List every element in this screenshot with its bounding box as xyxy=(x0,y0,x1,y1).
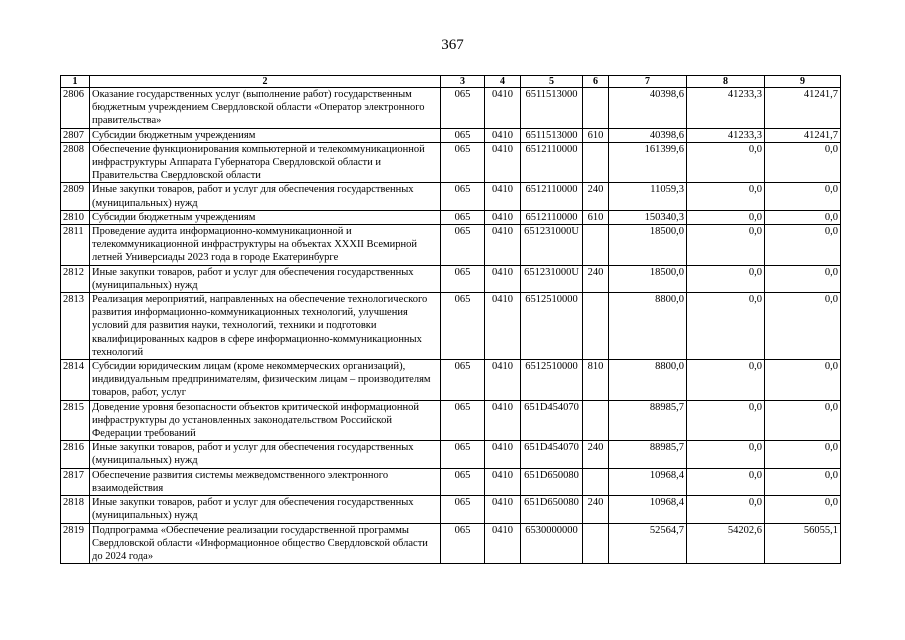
amount-year3-cell: 0,0 xyxy=(765,293,841,360)
description-cell: Иные закупки товаров, работ и услуг для обеспечения государственных (муниципальных) нужд xyxy=(90,496,441,523)
budget-table xyxy=(60,75,841,564)
amount-year3-cell: 41241,7 xyxy=(765,88,841,129)
admin-code-cell: 065 xyxy=(441,293,485,360)
admin-code-cell: 065 xyxy=(441,128,485,142)
expense-type-cell xyxy=(583,142,609,183)
table-row xyxy=(61,265,841,292)
column-header-4: 4 xyxy=(485,76,521,88)
column-header-1: 1 xyxy=(61,76,90,88)
table-row xyxy=(61,441,841,468)
amount-year1-cell: 11059,3 xyxy=(609,183,687,210)
column-header-5: 5 xyxy=(521,76,583,88)
target-code-cell: 6512510000 xyxy=(521,360,583,401)
description-cell: Субсидии бюджетным учреждениям xyxy=(90,210,441,224)
description-cell: Субсидии бюджетным учреждениям xyxy=(90,128,441,142)
admin-code-cell: 065 xyxy=(441,468,485,495)
target-code-cell: 651231000U xyxy=(521,225,583,266)
row-number-cell: 2807 xyxy=(61,128,90,142)
expense-type-cell: 610 xyxy=(583,210,609,224)
amount-year3-cell: 0,0 xyxy=(765,360,841,401)
amount-year2-cell: 0,0 xyxy=(687,400,765,441)
target-code-cell: 651D650080 xyxy=(521,496,583,523)
amount-year1-cell: 8800,0 xyxy=(609,360,687,401)
section-code-cell: 0410 xyxy=(485,88,521,129)
target-code-cell: 6511513000 xyxy=(521,128,583,142)
row-number-cell: 2815 xyxy=(61,400,90,441)
amount-year3-cell: 56055,1 xyxy=(765,523,841,564)
target-code-cell: 6512110000 xyxy=(521,142,583,183)
expense-type-cell xyxy=(583,88,609,129)
admin-code-cell: 065 xyxy=(441,523,485,564)
amount-year2-cell: 0,0 xyxy=(687,293,765,360)
table-body xyxy=(61,88,841,564)
section-code-cell: 0410 xyxy=(485,360,521,401)
table-row xyxy=(61,360,841,401)
row-number-cell: 2808 xyxy=(61,142,90,183)
admin-code-cell: 065 xyxy=(441,142,485,183)
section-code-cell: 0410 xyxy=(485,210,521,224)
target-code-cell: 6512110000 xyxy=(521,183,583,210)
header-row xyxy=(61,76,841,88)
description-cell: Обеспечение развития системы межведомственного электронного взаимодействия xyxy=(90,468,441,495)
expense-type-cell: 240 xyxy=(583,496,609,523)
section-code-cell: 0410 xyxy=(485,183,521,210)
amount-year2-cell: 41233,3 xyxy=(687,128,765,142)
amount-year3-cell: 41241,7 xyxy=(765,128,841,142)
amount-year3-cell: 0,0 xyxy=(765,183,841,210)
amount-year2-cell: 41233,3 xyxy=(687,88,765,129)
amount-year1-cell: 40398,6 xyxy=(609,128,687,142)
row-number-cell: 2817 xyxy=(61,468,90,495)
table-row xyxy=(61,88,841,129)
expense-type-cell xyxy=(583,225,609,266)
table-row xyxy=(61,468,841,495)
amount-year1-cell: 150340,3 xyxy=(609,210,687,224)
description-cell: Реализация мероприятий, направленных на обеспечение технологического развития информационно-коммуникационных технологий, улучшения условий для развития науки, технологий, техники и подготовки квалифицированных кадров в сфере информационно-коммуникационных технологий xyxy=(90,293,441,360)
expense-type-cell: 610 xyxy=(583,128,609,142)
admin-code-cell: 065 xyxy=(441,225,485,266)
column-header-6: 6 xyxy=(583,76,609,88)
target-code-cell: 651231000U xyxy=(521,265,583,292)
admin-code-cell: 065 xyxy=(441,183,485,210)
amount-year3-cell: 0,0 xyxy=(765,496,841,523)
expense-type-cell: 240 xyxy=(583,183,609,210)
description-cell: Иные закупки товаров, работ и услуг для обеспечения государственных (муниципальных) нужд xyxy=(90,183,441,210)
admin-code-cell: 065 xyxy=(441,88,485,129)
row-number-cell: 2813 xyxy=(61,293,90,360)
row-number-cell: 2818 xyxy=(61,496,90,523)
description-cell: Оказание государственных услуг (выполнение работ) государственным бюджетным учреждением Свердловской области «Оператор электронного правительства» xyxy=(90,88,441,129)
row-number-cell: 2810 xyxy=(61,210,90,224)
amount-year2-cell: 0,0 xyxy=(687,142,765,183)
admin-code-cell: 065 xyxy=(441,496,485,523)
target-code-cell: 6512510000 xyxy=(521,293,583,360)
amount-year1-cell: 8800,0 xyxy=(609,293,687,360)
column-header-8: 8 xyxy=(687,76,765,88)
table-row xyxy=(61,210,841,224)
expense-type-cell: 240 xyxy=(583,265,609,292)
expense-type-cell xyxy=(583,293,609,360)
row-number-cell: 2811 xyxy=(61,225,90,266)
amount-year1-cell: 88985,7 xyxy=(609,441,687,468)
amount-year3-cell: 0,0 xyxy=(765,225,841,266)
amount-year1-cell: 52564,7 xyxy=(609,523,687,564)
row-number-cell: 2812 xyxy=(61,265,90,292)
amount-year1-cell: 161399,6 xyxy=(609,142,687,183)
amount-year2-cell: 0,0 xyxy=(687,210,765,224)
row-number-cell: 2819 xyxy=(61,523,90,564)
target-code-cell: 651D454070 xyxy=(521,441,583,468)
amount-year2-cell: 0,0 xyxy=(687,441,765,468)
target-code-cell: 6530000000 xyxy=(521,523,583,564)
expense-type-cell xyxy=(583,400,609,441)
amount-year3-cell: 0,0 xyxy=(765,265,841,292)
section-code-cell: 0410 xyxy=(485,400,521,441)
row-number-cell: 2814 xyxy=(61,360,90,401)
admin-code-cell: 065 xyxy=(441,441,485,468)
section-code-cell: 0410 xyxy=(485,293,521,360)
target-code-cell: 6511513000 xyxy=(521,88,583,129)
page-number: 367 xyxy=(441,37,464,53)
table-row xyxy=(61,225,841,266)
section-code-cell: 0410 xyxy=(485,496,521,523)
admin-code-cell: 065 xyxy=(441,265,485,292)
amount-year2-cell: 0,0 xyxy=(687,496,765,523)
expense-type-cell: 240 xyxy=(583,441,609,468)
amount-year3-cell: 0,0 xyxy=(765,468,841,495)
row-number-cell: 2806 xyxy=(61,88,90,129)
amount-year1-cell: 18500,0 xyxy=(609,265,687,292)
amount-year3-cell: 0,0 xyxy=(765,210,841,224)
column-header-9: 9 xyxy=(765,76,841,88)
description-cell: Доведение уровня безопасности объектов критической информационной инфраструктуры до установленных законодательством Российской Федерации требований xyxy=(90,400,441,441)
amount-year2-cell: 54202,6 xyxy=(687,523,765,564)
table-row xyxy=(61,293,841,360)
section-code-cell: 0410 xyxy=(485,128,521,142)
amount-year2-cell: 0,0 xyxy=(687,468,765,495)
description-cell: Иные закупки товаров, работ и услуг для обеспечения государственных (муниципальных) нужд xyxy=(90,441,441,468)
amount-year3-cell: 0,0 xyxy=(765,142,841,183)
target-code-cell: 6512110000 xyxy=(521,210,583,224)
table-row xyxy=(61,128,841,142)
amount-year2-cell: 0,0 xyxy=(687,265,765,292)
table-row xyxy=(61,523,841,564)
target-code-cell: 651D650080 xyxy=(521,468,583,495)
section-code-cell: 0410 xyxy=(485,523,521,564)
expense-type-cell: 810 xyxy=(583,360,609,401)
table-row xyxy=(61,400,841,441)
description-cell: Проведение аудита информационно-коммуникационной и телекоммуникационной инфраструктуры на объектах XXXII Всемирной летней Универсиады 2023 года в городе Екатеринбурге xyxy=(90,225,441,266)
target-code-cell: 651D454070 xyxy=(521,400,583,441)
section-code-cell: 0410 xyxy=(485,225,521,266)
table-row xyxy=(61,496,841,523)
admin-code-cell: 065 xyxy=(441,360,485,401)
table-row xyxy=(61,183,841,210)
section-code-cell: 0410 xyxy=(485,142,521,183)
amount-year1-cell: 10968,4 xyxy=(609,496,687,523)
description-cell: Субсидии юридическим лицам (кроме некоммерческих организаций), индивидуальным предпринимателям, физическим лицам – производителям товаров, работ, услуг xyxy=(90,360,441,401)
section-code-cell: 0410 xyxy=(485,441,521,468)
column-header-3: 3 xyxy=(441,76,485,88)
description-cell: Обеспечение функционирования компьютерной и телекоммуникационной инфраструктуры Аппарата Губернатора Свердловской области и Правительства Свердловской области xyxy=(90,142,441,183)
amount-year2-cell: 0,0 xyxy=(687,183,765,210)
section-code-cell: 0410 xyxy=(485,468,521,495)
row-number-cell: 2816 xyxy=(61,441,90,468)
amount-year2-cell: 0,0 xyxy=(687,225,765,266)
expense-type-cell xyxy=(583,468,609,495)
description-cell: Подпрограмма «Обеспечение реализации государственной программы Свердловской области «Информационное общество Свердловской области до 2024 года» xyxy=(90,523,441,564)
description-cell: Иные закупки товаров, работ и услуг для обеспечения государственных (муниципальных) нужд xyxy=(90,265,441,292)
amount-year2-cell: 0,0 xyxy=(687,360,765,401)
admin-code-cell: 065 xyxy=(441,400,485,441)
amount-year1-cell: 40398,6 xyxy=(609,88,687,129)
row-number-cell: 2809 xyxy=(61,183,90,210)
admin-code-cell: 065 xyxy=(441,210,485,224)
expense-type-cell xyxy=(583,523,609,564)
amount-year3-cell: 0,0 xyxy=(765,441,841,468)
column-header-7: 7 xyxy=(609,76,687,88)
amount-year1-cell: 18500,0 xyxy=(609,225,687,266)
amount-year1-cell: 88985,7 xyxy=(609,400,687,441)
table-row xyxy=(61,142,841,183)
column-header-2: 2 xyxy=(90,76,441,88)
amount-year1-cell: 10968,4 xyxy=(609,468,687,495)
amount-year3-cell: 0,0 xyxy=(765,400,841,441)
section-code-cell: 0410 xyxy=(485,265,521,292)
